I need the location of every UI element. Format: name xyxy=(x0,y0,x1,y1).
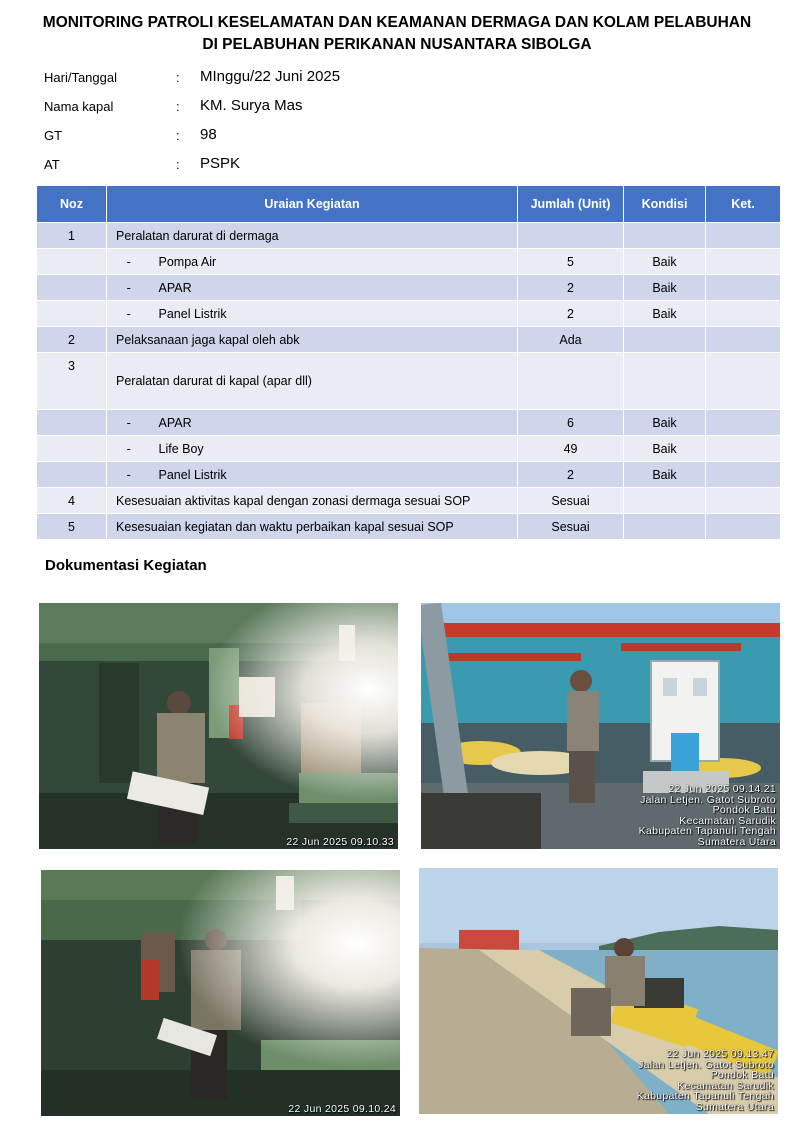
info-label: Nama kapal xyxy=(44,99,114,114)
table-row xyxy=(37,488,781,514)
info-label: AT xyxy=(44,157,60,172)
photo-ship-interior-1 xyxy=(39,603,398,849)
row-jumlah: Sesuai xyxy=(518,488,624,514)
table-row xyxy=(37,301,781,327)
row-kondisi: Baik xyxy=(624,436,706,462)
header-no: Noz xyxy=(37,186,107,223)
info-colon: : xyxy=(176,99,180,114)
documentation-heading: Dokumentasi Kegiatan xyxy=(45,557,207,574)
row-dash: - xyxy=(107,275,151,301)
row-kondisi: Baik xyxy=(624,462,706,488)
info-value: MInggu/22 Juni 2025 xyxy=(200,68,341,85)
info-label: Hari/Tanggal xyxy=(44,70,117,85)
row-text: Panel Listrik xyxy=(151,301,518,327)
row-no: 2 xyxy=(37,327,107,353)
row-kondisi: Baik xyxy=(624,275,706,301)
title-line-1: MONITORING PATROLI KESELAMATAN DAN KEAMANAN DERMAGA DAN KOLAM PELABUHAN xyxy=(42,14,752,31)
row-no: 3 xyxy=(37,353,107,410)
row-text: Kesesuaian kegiatan dan waktu perbaikan kapal sesuai SOP xyxy=(107,514,518,540)
header-ket: Ket. xyxy=(706,186,781,223)
row-text: Pelaksanaan jaga kapal oleh abk xyxy=(107,327,518,353)
row-text: Peralatan darurat di dermaga xyxy=(107,223,518,249)
photo-timestamp: 22 Jun 2025 09.14.21 Jalan Letjen. Gatot Subroto Pondok Batu Kecamatan Sarudik Kabupaten Tapanuli Tengah Sumatera Utara xyxy=(638,783,776,848)
row-dash: - xyxy=(107,249,151,275)
row-jumlah: 2 xyxy=(518,462,624,488)
row-text: Kesesuaian aktivitas kapal dengan zonasi dermaga sesuai SOP xyxy=(107,488,518,514)
table-row xyxy=(37,223,781,249)
header-jumlah: Jumlah (Unit) xyxy=(518,186,624,223)
row-jumlah: 6 xyxy=(518,410,624,436)
row-no: 4 xyxy=(37,488,107,514)
row-text: Life Boy xyxy=(151,436,518,462)
row-text: APAR xyxy=(151,410,518,436)
table-row xyxy=(37,514,781,540)
row-jumlah: 5 xyxy=(518,249,624,275)
row-no: 5 xyxy=(37,514,107,540)
row-text: Pompa Air xyxy=(151,249,518,275)
row-jumlah: Ada xyxy=(518,327,624,353)
table-row xyxy=(37,249,781,275)
table-row xyxy=(37,275,781,301)
row-no: 1 xyxy=(37,223,107,249)
row-text: Peralatan darurat di kapal (apar dll) xyxy=(107,353,518,410)
document-title xyxy=(20,12,774,56)
info-value: PSPK xyxy=(200,155,241,172)
info-value: KM. Surya Mas xyxy=(200,97,303,114)
info-colon: : xyxy=(176,70,180,85)
row-jumlah: 2 xyxy=(518,275,624,301)
table-row xyxy=(37,353,781,410)
table-row xyxy=(37,436,781,462)
row-dash: - xyxy=(107,410,151,436)
row-kondisi: Baik xyxy=(624,301,706,327)
row-text: Panel Listrik xyxy=(151,462,518,488)
photo-ship-interior-2 xyxy=(41,870,400,1116)
info-colon: : xyxy=(176,157,180,172)
row-jumlah: 2 xyxy=(518,301,624,327)
row-kondisi: Baik xyxy=(624,249,706,275)
row-text: APAR xyxy=(151,275,518,301)
info-label: GT xyxy=(44,128,63,143)
info-value: 98 xyxy=(200,126,217,143)
row-dash: - xyxy=(107,462,151,488)
row-jumlah: Sesuai xyxy=(518,514,624,540)
row-dash: - xyxy=(107,301,151,327)
title-line-2: DI PELABUHAN PERIKANAN NUSANTARA SIBOLGA xyxy=(202,36,592,53)
row-jumlah: 49 xyxy=(518,436,624,462)
photo-timestamp: 22 Jun 2025 09.13.47 Jalan Letjen. Gatot Subroto Pondok Batu Kecamatan Sarudik Kabupaten Tapanuli Tengah Sumatera Utara xyxy=(636,1048,774,1113)
table-row xyxy=(37,327,781,353)
info-colon: : xyxy=(176,128,180,143)
table-row xyxy=(37,462,781,488)
row-dash: - xyxy=(107,436,151,462)
photo-timestamp: 22 Jun 2025 09.10.24 xyxy=(288,1102,396,1115)
photo-timestamp: 22 Jun 2025 09.10.33 xyxy=(286,835,394,848)
table-row xyxy=(37,410,781,436)
row-kondisi: Baik xyxy=(624,410,706,436)
table-header-row xyxy=(37,186,781,223)
photo-pier-panel xyxy=(421,603,780,849)
photo-pier-harbor xyxy=(419,868,778,1114)
activity-table xyxy=(36,185,781,540)
header-uraian: Uraian Kegiatan xyxy=(107,186,518,223)
header-kondisi: Kondisi xyxy=(624,186,706,223)
